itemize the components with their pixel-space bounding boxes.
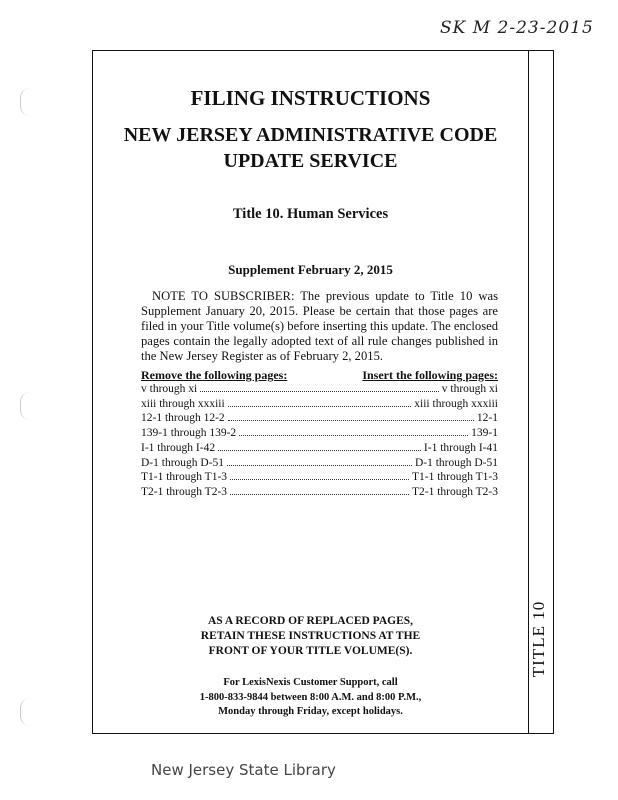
- retain-line: RETAIN THESE INSTRUCTIONS AT THE: [200, 630, 421, 642]
- leader-dots: [228, 397, 412, 407]
- table-row: [141, 397, 498, 412]
- remove-cell: xiii through xxxiii: [141, 397, 225, 410]
- table-row: [141, 382, 498, 397]
- insert-cell: xiii through xxxiii: [414, 397, 498, 410]
- remove-cell: T1-1 through T1-3: [141, 471, 228, 484]
- table-row: [141, 485, 498, 500]
- leader-dots: [230, 470, 409, 480]
- leader-dots: [228, 411, 474, 421]
- table-row: [141, 441, 498, 456]
- subtitle-line-2: UPDATE SERVICE: [223, 150, 398, 172]
- punch-mark: [20, 88, 35, 116]
- retain-line: FRONT OF YOUR TITLE VOLUME(S).: [208, 645, 413, 657]
- insert-cell: 139-1: [471, 427, 498, 440]
- table-header: [141, 368, 498, 382]
- insert-cell: D-1 through D-51: [414, 456, 498, 469]
- retain-notice: [92, 614, 529, 659]
- remove-header: Remove the following pages:: [141, 368, 288, 382]
- side-tab-label: TITLE 10: [529, 600, 548, 678]
- table-row: [141, 426, 498, 441]
- leader-dots: [227, 456, 412, 466]
- insert-cell: v through xi: [441, 383, 498, 395]
- title-name: Title 10. Human Services: [232, 206, 389, 222]
- table-row: [141, 411, 498, 426]
- page-table: [141, 368, 498, 500]
- library-stamp: New Jersey State Library: [151, 761, 336, 779]
- support-line: 1-800-833-9844 between 8:00 A.M. and 8:00 P.M.,: [199, 691, 422, 703]
- supplement-date: Supplement February 2, 2015: [228, 262, 393, 277]
- insert-cell: T2-1 through T2-3: [411, 485, 498, 498]
- remove-cell: 12-1 through 12-2: [141, 412, 225, 425]
- insert-cell: I-1 through I-41: [423, 441, 498, 454]
- remove-cell: 139-1 through 139-2: [141, 427, 237, 440]
- note-to-subscriber: NOTE TO SUBSCRIBER: The previous update to Title 10 was Supplement January 20, 2015. Please be certain that those pages are filed in your Title volume(s) before inserting this update. The enclosed pages contain the legally adopted text of all rule changes published in the New Jersey Register as of February 2, 2015.: [141, 289, 498, 363]
- punch-mark: [20, 698, 35, 726]
- customer-support: [92, 676, 529, 720]
- leader-dots: [239, 426, 468, 436]
- insert-cell: 12-1: [476, 412, 498, 425]
- page-title: FILING INSTRUCTIONS: [190, 86, 431, 110]
- remove-cell: D-1 through D-51: [141, 456, 225, 469]
- insert-cell: T1-1 through T1-3: [411, 471, 498, 484]
- punch-mark: [20, 392, 35, 420]
- remove-cell: T2-1 through T2-3: [141, 485, 228, 498]
- leader-dots: [230, 485, 409, 495]
- retain-line: AS A RECORD OF REPLACED PAGES,: [207, 615, 414, 627]
- table-row: [141, 456, 498, 471]
- leader-dots: [200, 382, 439, 392]
- support-line: For LexisNexis Customer Support, call: [223, 677, 398, 688]
- remove-cell: v through xi: [141, 383, 198, 395]
- remove-cell: I-1 through I-42: [141, 441, 216, 454]
- leader-dots: [218, 441, 421, 451]
- insert-header: Insert the following pages:: [362, 368, 498, 382]
- support-line: Monday through Friday, except holidays.: [218, 706, 403, 717]
- table-row: [141, 470, 498, 485]
- handwritten-note: SK M 2-23-2015: [440, 18, 594, 38]
- subtitle-line-1: NEW JERSEY ADMINISTRATIVE CODE: [123, 124, 498, 146]
